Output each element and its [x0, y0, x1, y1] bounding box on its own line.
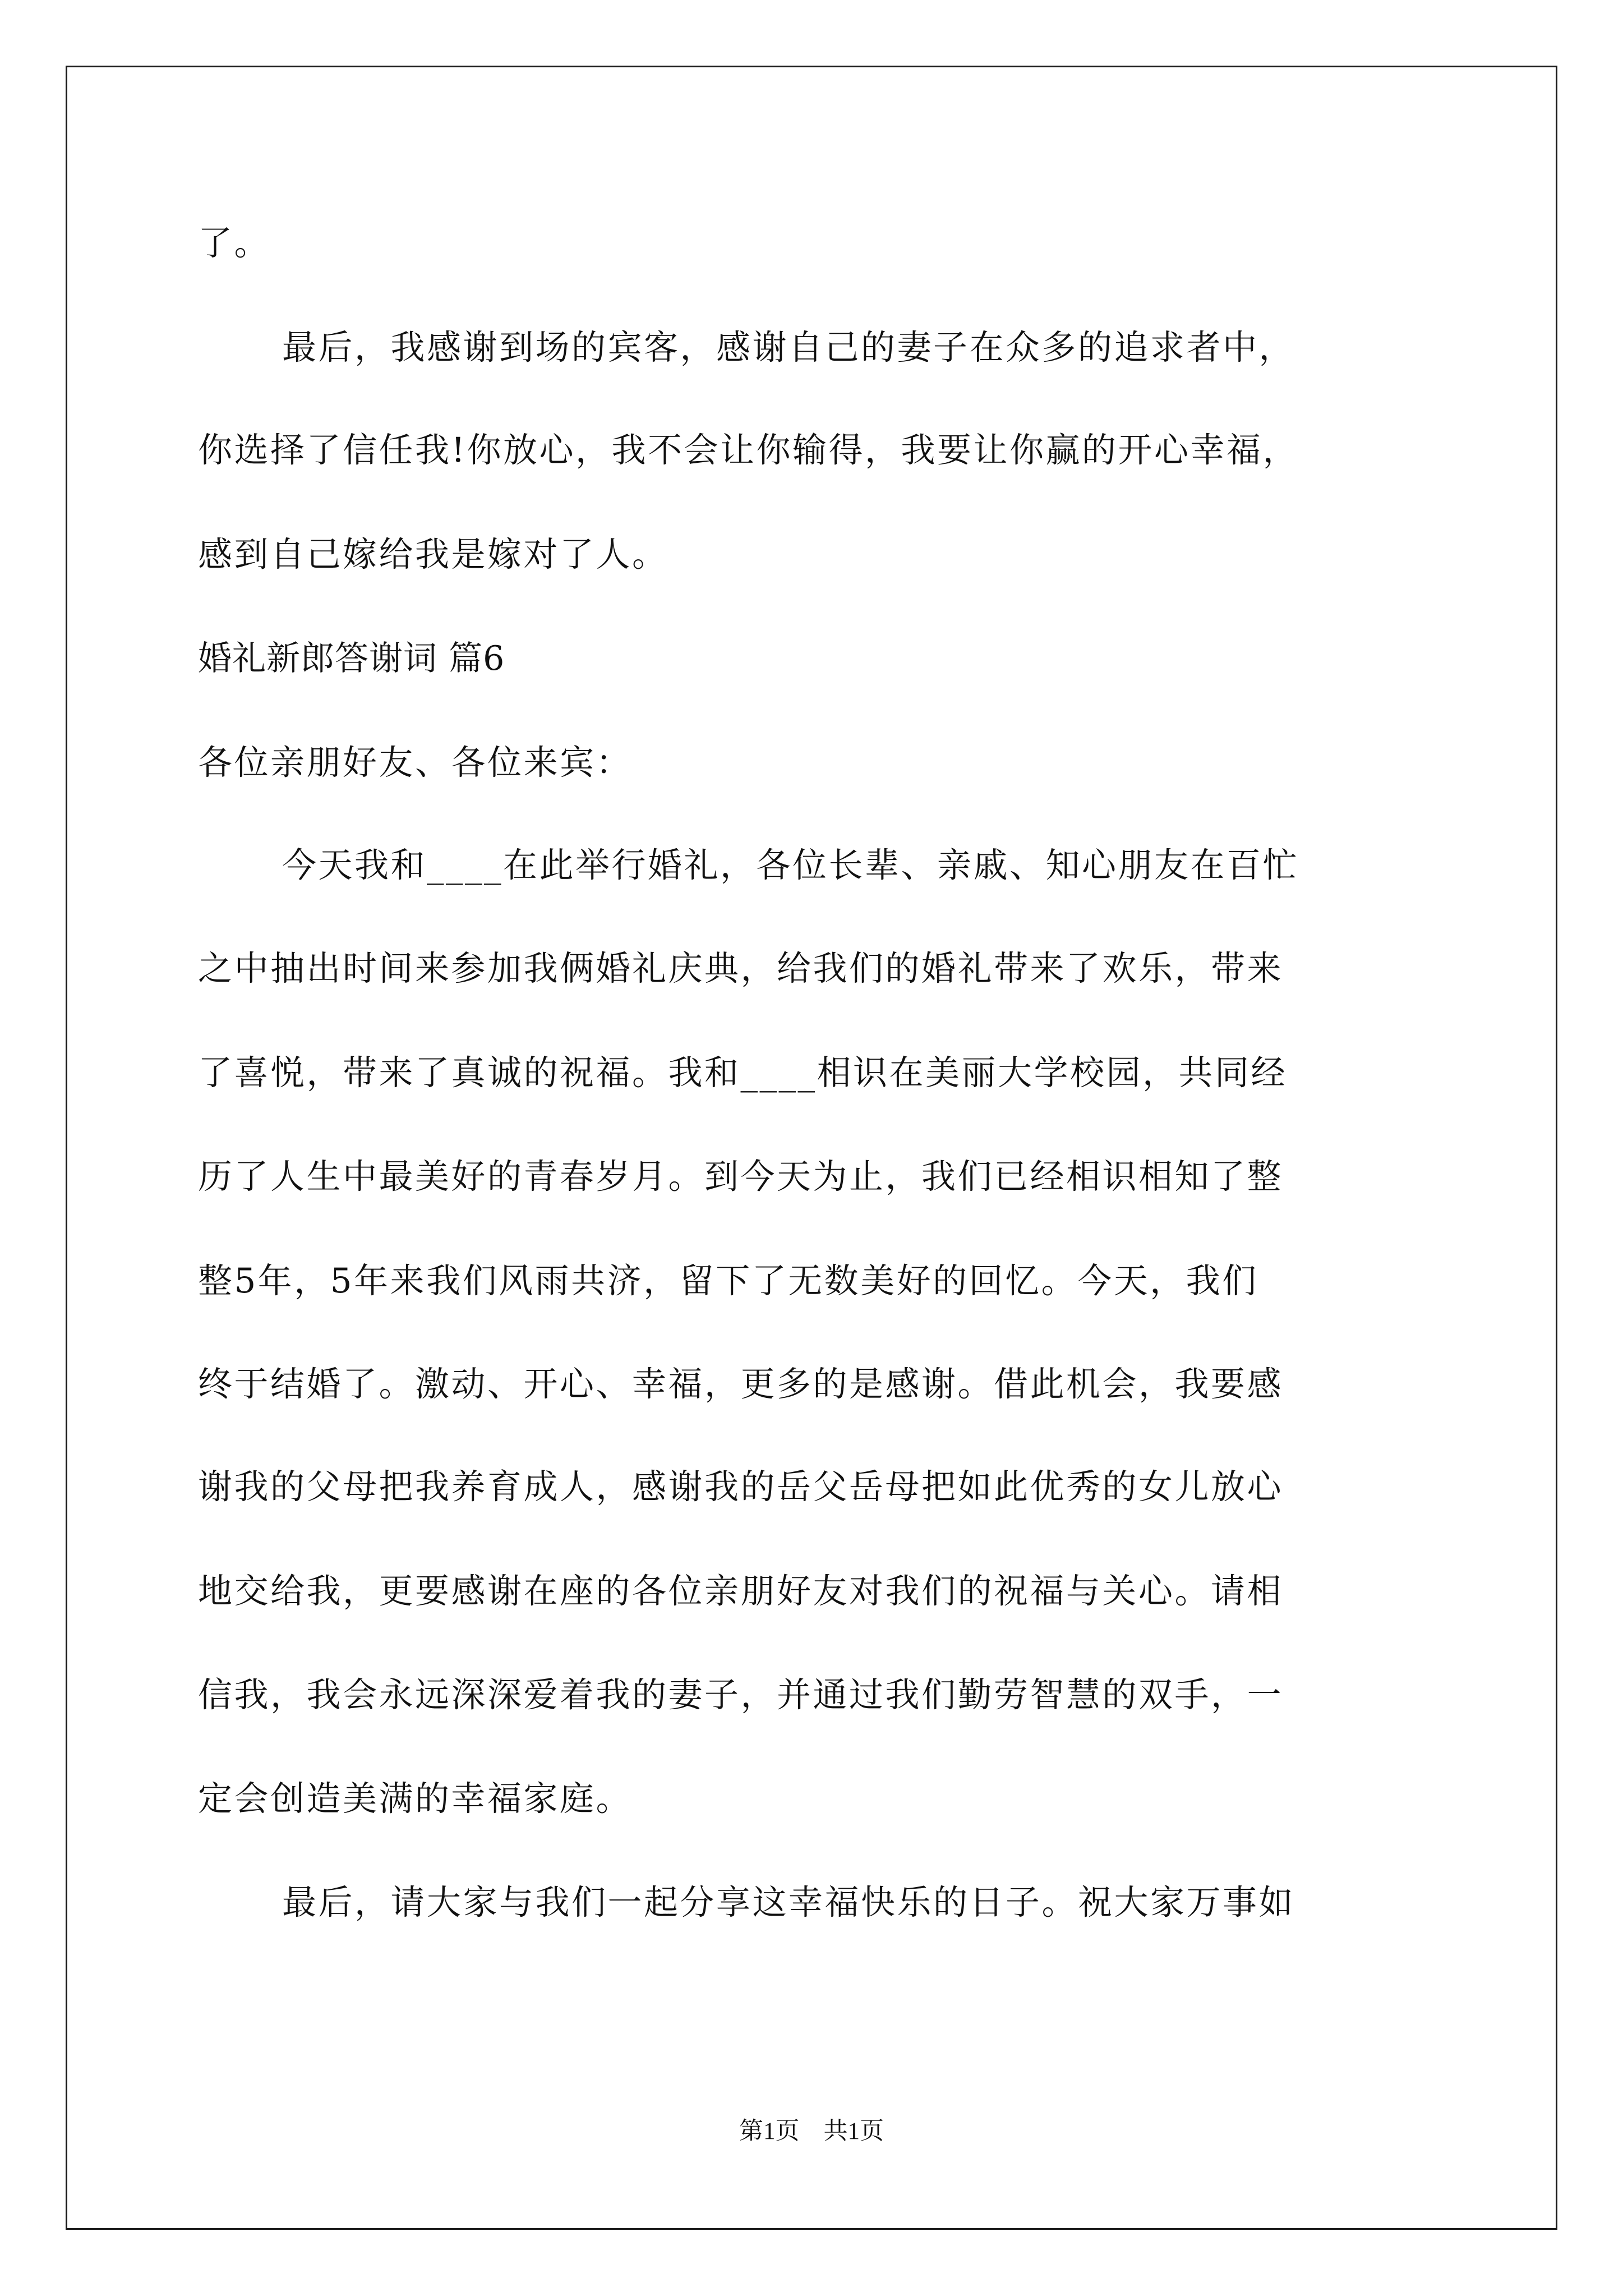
text-line: 信我，我会永远深深爱着我的妻子，并通过我们勤劳智慧的双手，一 — [198, 1675, 1284, 1715]
page-number-footer: 第1页 共1页 — [739, 2118, 884, 2145]
text-line: 谢我的父母把我养育成人，感谢我的岳父岳母把如此优秀的女儿放心 — [198, 1467, 1284, 1507]
text-line: 定会创造美满的幸福家庭。 — [198, 1779, 633, 1819]
text-line: 地交给我，更要感谢在座的各位亲朋好友对我们的祝福与关心。请相 — [198, 1571, 1284, 1611]
section-heading: 婚礼新郎答谢词 篇6 — [198, 639, 505, 678]
text-line: 你选择了信任我!你放心，我不会让你输得，我要让你赢的开心幸福， — [198, 430, 1299, 470]
text-line: 了喜悦，带来了真诚的祝福。我和____相识在美丽大学校园，共同经 — [198, 1053, 1288, 1093]
paragraph-start-line: 最后，我感谢到场的宾客，感谢自己的妻子在众多的追求者中， — [282, 328, 1295, 367]
text-line: 了。 — [198, 223, 271, 263]
text-line: 感到自己嫁给我是嫁对了人。 — [198, 535, 668, 574]
text-line: 终于结婚了。激动、开心、幸福，更多的是感谢。借此机会，我要感 — [198, 1364, 1284, 1404]
text-line: 整5年，5年来我们风雨共济，留下了无数美好的回忆。今天，我们 — [198, 1261, 1258, 1301]
paragraph-start-line: 今天我和____在此举行婚礼，各位长辈、亲戚、知心朋友在百忙 — [282, 845, 1299, 885]
paragraph-start-line: 最后，请大家与我们一起分享这幸福快乐的日子。祝大家万事如 — [282, 1883, 1295, 1922]
salutation-line: 各位亲朋好友、各位来宾： — [198, 743, 633, 783]
text-line: 之中抽出时间来参加我俩婚礼庆典，给我们的婚礼带来了欢乐，带来 — [198, 949, 1284, 988]
text-line: 历了人生中最美好的青春岁月。到今天为止，我们已经相识相知了整 — [198, 1157, 1284, 1197]
